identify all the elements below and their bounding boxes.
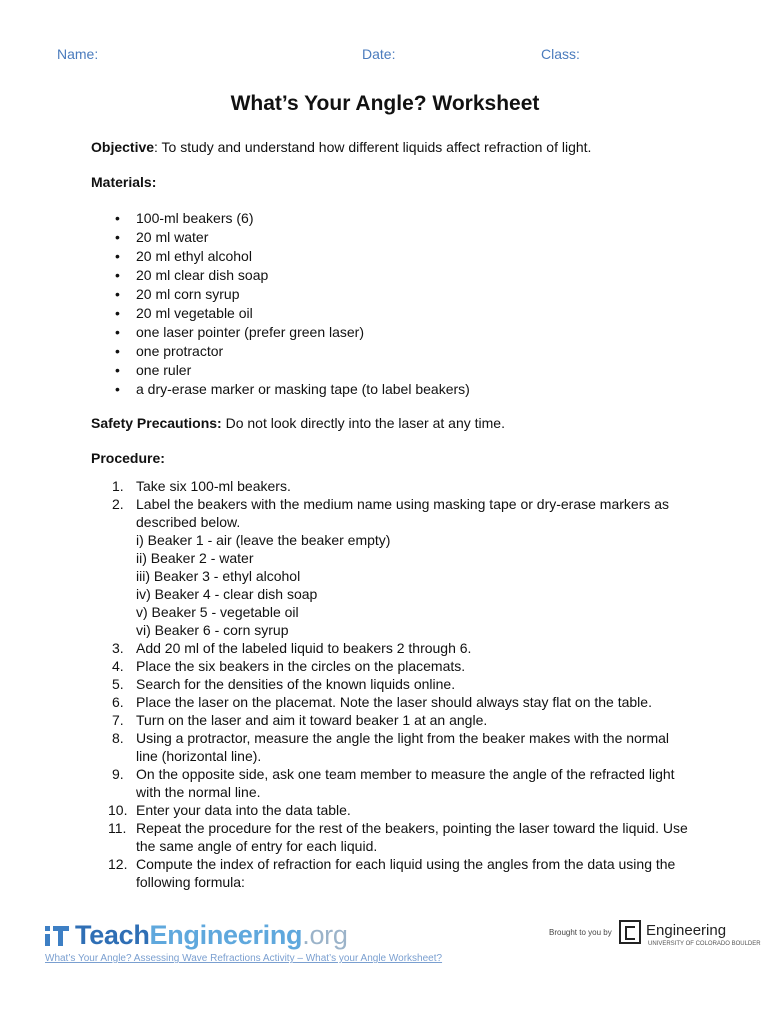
safety-label: Safety Precautions: <box>91 415 222 431</box>
beaker-sub-item: ii) Beaker 2 - water <box>136 550 254 566</box>
procedure-step: 7. Turn on the laser and aim it toward beaker 1 at an angle. <box>112 712 488 728</box>
safety-text: Do not look directly into the laser at any time. <box>221 415 505 431</box>
date-label: Date: <box>362 46 396 62</box>
partner-subtitle: UNIVERSITY OF COLORADO BOULDER <box>648 941 761 947</box>
procedure-step: 5. Search for the densities of the known liquids online. <box>112 676 456 692</box>
procedure-step: 4. Place the six beakers in the circles on the placemats. <box>112 658 466 674</box>
partner-name: Engineering <box>646 922 727 939</box>
list-item: • one ruler <box>91 361 691 380</box>
procedure-list <box>91 477 691 891</box>
procedure-step: 11. Repeat the procedure for the rest of the beakers, pointing the laser toward the liquid. Use the same angle of entry for each liquid. <box>108 820 688 854</box>
page-title: What’s Your Angle? Worksheet <box>230 92 540 115</box>
class-label: Class: <box>541 46 580 62</box>
procedure-step: 12. Compute the index of refraction for each liquid using the angles from the data using the following formula: <box>108 856 676 890</box>
beaker-sub-item: iv) Beaker 4 - clear dish soap <box>136 586 318 602</box>
objective-text: : To study and understand how different liquids affect refraction of light. <box>154 139 592 155</box>
university-logo-icon <box>619 920 641 944</box>
materials-heading: Materials: <box>91 174 157 190</box>
list-item: • one laser pointer (prefer green laser) <box>91 323 691 342</box>
procedure-step: 9. On the opposite side, ask one team member to measure the angle of the refracted light with the normal line. <box>112 766 675 800</box>
beaker-sub-item: vi) Beaker 6 - corn syrup <box>136 622 289 638</box>
list-item: • 20 ml clear dish soap <box>91 266 691 285</box>
list-item: • 20 ml water <box>91 228 691 247</box>
procedure-step: 6. Place the laser on the placemat. Note the laser should always stay flat on the table. <box>112 694 652 710</box>
procedure-step: 10. Enter your data into the data table. <box>108 802 351 818</box>
procedure-step: 3. Add 20 ml of the labeled liquid to beakers 2 through 6. <box>112 640 472 656</box>
procedure-step: 1. Take six 100-ml beakers. <box>112 478 291 494</box>
list-item: • 20 ml corn syrup <box>91 285 691 304</box>
procedure-step: 8. Using a protractor, measure the angle the light from the beaker makes with the normal line (horizontal line). <box>112 730 670 764</box>
beaker-sub-item: i) Beaker 1 - air (leave the beaker empty) <box>136 532 391 548</box>
worksheet-header <box>0 46 770 66</box>
safety-paragraph <box>91 414 691 432</box>
objective-label: Objective <box>91 139 155 155</box>
beaker-sub-item: iii) Beaker 3 - ethyl alcohol <box>136 568 301 584</box>
list-item: • one protractor <box>91 342 691 361</box>
list-item: • 20 ml vegetable oil <box>91 304 691 323</box>
objective-paragraph <box>91 138 691 156</box>
materials-list <box>91 209 691 399</box>
teachengineering-logo: TeachEngineering.org <box>45 918 348 952</box>
beaker-sub-item: v) Beaker 5 - vegetable oil <box>136 604 299 620</box>
worksheet-body <box>91 138 691 891</box>
procedure-heading: Procedure: <box>91 450 165 466</box>
procedure-step: 2. Label the beakers with the medium name using masking tape or dry-erase markers as described below. i) Beaker 1 - air (leave the beaker empty) ii) Beaker 2 - water iii) Beaker 3 - ethyl alcohol iv) Beaker 4 - clear dish soap v) Beaker 5 - vegetable oil vi) Beaker 6 - corn syrup <box>91 495 691 639</box>
brought-by-text: Brought to you by <box>549 928 612 937</box>
list-item: • a dry-erase marker or masking tape (to label beakers) <box>91 380 691 399</box>
activity-link[interactable]: What’s Your Angle? Assessing Wave Refractions Activity – What’s your Angle Worksheet? <box>45 953 443 964</box>
list-item: • 20 ml ethyl alcohol <box>91 247 691 266</box>
list-item: • 100-ml beakers (6) <box>91 209 691 228</box>
teachengineering-logo-icon <box>45 924 69 946</box>
name-label: Name: <box>57 46 99 62</box>
